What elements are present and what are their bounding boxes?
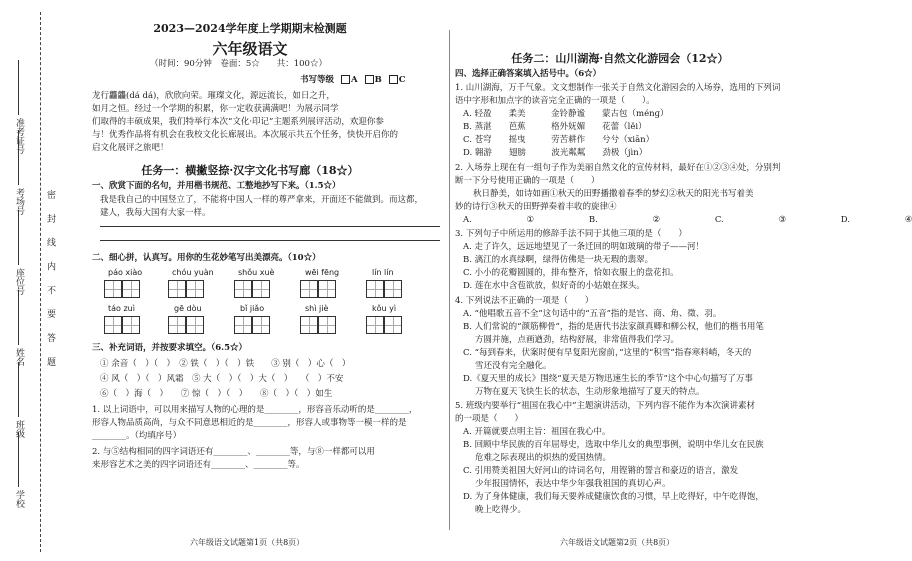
q4-4-option-c-cont: 雪还没有完全融化。 [475,361,552,371]
q4-3-line: 3. 下列句子中所运用的修辞手法不同于其他三项的是（ ） [455,229,687,239]
grade-option-a: A [350,75,358,85]
writing-grade [300,74,405,87]
grade-option-b: B [374,75,382,85]
grade-checkbox-a[interactable] [341,75,350,84]
q4-4-option-a[interactable]: A. “他唱歌五音不全”这句话中的“五音”指的是宫、商、角、徵、羽。 [463,309,722,319]
side-label-class: 班级 [14,420,24,438]
q4-1-option-c[interactable]: C. 苍穹 摇曳 劳苦耕作 兮兮（xiān） [463,135,655,145]
q4-1-line: 语中字形和加点字的读音完全正确的一项是（ ）。 [455,96,655,106]
page2-footer: 六年级语文试题第2页（共8页） [560,538,675,547]
writing-box[interactable] [122,280,140,298]
writing-box[interactable] [168,280,186,298]
seat-field[interactable] [18,210,19,265]
intro-paragraph [92,90,442,155]
writing-box[interactable] [122,316,140,334]
copy-line-1[interactable] [100,226,440,227]
q4-4-option-c[interactable]: C. “每到春来，伏案时便有早复阳光窗前，”这里的“积雪”指春寒料峭，冬天的 [463,348,752,358]
intro-line: 与！优秀作品将有机会在我校文化长廊展出。本次展示共五个任务，快快开启你的 [92,130,399,140]
q4-2-line: 断一下分号使用正确的一项是（ ） [455,176,600,186]
q4-2-text: 秋日静美，如诗如画①秋天的田野播撒着春季的梦幻②秋天的阳光书写着美 [473,189,754,199]
seal-line [40,12,41,552]
writing-box[interactable] [234,316,252,334]
q3-sub2[interactable] [92,446,375,472]
writing-box[interactable] [300,316,318,334]
q4-4-option-d[interactable]: D.《夏天里的成长》围绕“夏天是万物迅速生长的季节”这个中心句描写了万事 [463,374,753,384]
q4-2-option-d[interactable]: D. ④ [840,215,912,225]
q1-quote-line: 我是我自己的中国竖立了，不能将中国人一样的尊严拿来，开面还不能做到。而这都， [100,195,424,205]
writing-box[interactable] [318,280,336,298]
q4-title: 四、选择正确答案填入括号中。（6☆） [455,69,602,79]
q4-3-option-d[interactable]: D. 莲在水中含苞欲放，似好奇的小姑娘在探头。 [463,281,645,291]
q4-1-option-d[interactable]: D. 翱游 翅膀 波光粼粼 劲极（jìn） [463,148,648,158]
grade-option-c: C [398,75,406,85]
q4-4 [455,295,787,399]
q4-4-option-b-cont: 方圆并施，点画遒劲，结构舒展，非常值得我们学习。 [475,335,680,345]
writing-box[interactable] [186,316,204,334]
seal-warning: 密 封 线 内 不 要 答 题 [45,190,55,373]
subject-title: 六年级语文 [212,40,288,58]
writing-box[interactable] [234,280,252,298]
q4-5-option-d[interactable]: D. 为了身体健康，我们每天要养成健康饮食的习惯，早上吃得好，中午吃得饱， [463,492,764,502]
q4-5-option-b[interactable]: B. 回顾中华民族的百年屈辱史，选取中华儿女的典型事例，说明中华儿女在民族 [463,440,764,450]
q4-2 [455,162,912,227]
q4-5-line: 的一项是（ ） [455,414,524,424]
writing-box[interactable] [186,280,204,298]
q3-sub1-line: 形容人物品质高尚，与众不同意思相近的是________，形容人或事物等一模一样的是 [92,418,407,428]
task2-title: 任务二：山川湖海·自然文化游园会（12☆） [511,52,729,65]
writing-box[interactable] [366,316,384,334]
q4-3-option-c[interactable]: C. 小小的花瓣圆圆的，排布整齐，恰如衣服上的盘花扣。 [463,268,679,278]
q4-5-option-c[interactable]: C. 引用赞美祖国大好河山的诗词名句，用铿锵的誓言和豪迈的语言，激发 [463,466,739,476]
q3-sub1[interactable] [92,404,417,443]
q4-5-option-d-cont: 晚上吃得少。 [475,505,527,515]
side-label-seat: 座位号 [14,268,24,295]
q3-title: 三、补充词语，并按要求填空。（6.5☆） [92,343,248,353]
grade-checkbox-b[interactable] [365,75,374,84]
side-label-name: 姓名 [14,348,24,366]
q3-line: ① 余音（ ）（ ） ② 铁（ ）（ ）铁 ③ 别（ ）心（ ） [100,359,351,369]
q4-4-line: 4. 下列说法不正确的一项是（ ） [455,296,594,306]
task1-title: 任务一：横撇竖捺·汉字文化书写廊（18☆） [141,164,359,177]
q4-2-option-a[interactable]: A. ① [463,215,535,225]
q4-5-line: 5. 班级内要举行“祖国在我心中”主题演讲活动，下列内容不能作为本次演讲素材 [455,401,756,411]
pinyin-label: chóu yuàn [172,268,214,277]
pinyin-label: gē dòu [174,304,202,313]
q3-line: ④ 风（ ）（ ）风霜 ⑤ 大（ ）（ ）大（ ） （ ）不安 [100,374,344,384]
intro-line: 如月之恒。经过一个学期的积累，你一定收获满满吧！为展示同学 [92,104,339,114]
class-field[interactable] [18,362,19,417]
q1-quote-line: 建人，我每大国有大家一样。 [100,208,211,218]
q4-5-option-a[interactable]: A. 开篇就要点明主旨：祖国在我心中。 [463,427,611,437]
side-label-room: 考场号 [14,188,24,215]
writing-box[interactable] [104,316,122,334]
intro-line: 们取得的丰硕成果，我们特举行本次“文化·印记”主题系列展评活动，欢迎你参 [92,117,384,127]
q4-2-option-c[interactable]: C. ③ [714,215,787,225]
q3-sub1-line: 1. 以上词语中，可以用来描写人物的心理的是________，形容音乐动听的是________， [92,405,418,415]
q3-sub2-line: 来形容艺术之美的四字词语还有________、________等。 [92,460,305,470]
writing-box[interactable] [104,280,122,298]
writing-grade-label: 书写等级 [300,75,335,85]
q4-5-option-c-cont: 少年报国情怀，表达中华少年强我祖国的真切心声。 [475,479,671,489]
school-field[interactable] [18,432,19,487]
q4-2-line: 2. 入场券上现在有一组句子作为美丽自然文化的宣传材料，最好在①②③④处，分别判 [455,163,781,173]
q3-sub1-line: ________。（均填序号） [92,431,182,441]
exam-id-field[interactable] [18,60,19,115]
q4-1-option-a[interactable]: A. 轻盈 柔美 金铃静谧 蒙古包（ménɡ） [463,109,669,119]
pinyin-label: bǐ jiǎo [240,304,265,313]
writing-box[interactable] [252,280,270,298]
q4-2-text: 妙的诗行③秋天的田野弹奏着丰收的旋律④ [455,202,617,212]
pinyin-label: shì jiè [305,304,329,313]
writing-box[interactable] [318,316,336,334]
exam-meta: （时间：90分钟 卷面：5☆ 共：100☆） [150,59,327,69]
side-label-exam-id: 准考证号 [14,118,24,154]
q4-5-option-b-cont: 危难之际表现出的炽热的爱国热情。 [475,453,612,463]
intro-line: 启文化展评之旅吧！ [92,143,169,153]
year-title: 2023—2024学年度上学期期末检测题 [153,22,347,35]
side-label-school: 学校 [14,490,24,508]
writing-box[interactable] [300,280,318,298]
q4-4-option-b[interactable]: B. 人们常说的“颜筋柳骨”，指的是唐代书法家颜真卿和柳公权，他们的楷书用笔 [463,322,764,332]
page1-footer: 六年级语文试题第1页（共8页） [190,538,305,547]
q4-3 [455,228,787,293]
q4-1-option-b[interactable]: B. 蒸湛 芭蕉 格外妩媚 花蕾（lěi） [463,122,647,132]
q4-2-options[interactable] [455,214,912,227]
pinyin-label: kǒu yì [372,304,397,313]
q4-1-line: 1. 山川湖海，万千气象。文文想制作一张关于自然文化游园会的入场券，选用的下列词 [455,83,781,93]
copy-line-2[interactable] [100,240,440,241]
q1-title: 一、欣赏下面的名句，并用楷书规范、工整地抄写下来。（1.5☆） [92,181,341,191]
q3-sub2-line: 2. 与⑤结构相同的四字词语还有________、________等，与⑧一样都可以用 [92,447,375,457]
pinyin-label: wēi fēng [305,268,340,277]
q4-4-option-d-cont: 万物在夏天飞快生长的状态，生动形象地描写了夏天的特点。 [475,387,705,397]
pinyin-label: lín lín [372,268,394,277]
pinyin-label: táo zuì [108,304,135,313]
writing-box[interactable] [252,316,270,334]
writing-box[interactable] [366,280,384,298]
grade-checkbox-c[interactable] [389,75,398,84]
intro-line: 龙行龘龘(dá dá)，欣欣向荣。璀璨文化，源远流长，如日之升， [92,91,335,101]
q4-3-option-a[interactable]: A. 走了许久，远远地望见了一条迁回的明如玻璃的带子——河！ [463,242,705,252]
q4-3-option-b[interactable]: B. 漓江的水真绿啊，绿得仿佛是一块无瑕的翡翠。 [463,255,654,265]
name-field[interactable] [18,290,19,345]
q4-1 [455,82,787,160]
writing-box[interactable] [384,280,402,298]
writing-box[interactable] [384,316,402,334]
q4-2-option-b[interactable]: B. ② [588,215,661,225]
q2-title: 二、细心拼，认真写。用你的生花妙笔写出美漂亮。（10☆） [92,253,321,263]
q3-line: ⑥（ ）海（ ） ⑦ 惊（ ）（ ） ⑧（ ）（ ）如生 [100,389,333,399]
column-divider [449,30,450,530]
q4-5 [455,400,787,517]
writing-box[interactable] [168,316,186,334]
pinyin-label: páo xiào [108,268,143,277]
room-field[interactable] [18,130,19,185]
q1-quote [100,194,423,220]
pinyin-label: shǒu xuè [238,268,275,277]
q3-blanks[interactable] [100,357,350,402]
